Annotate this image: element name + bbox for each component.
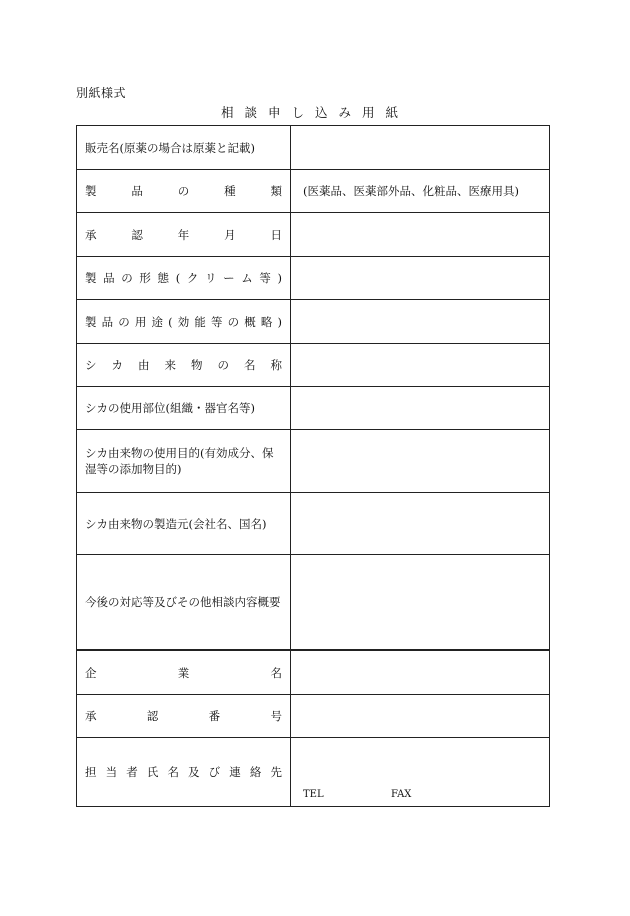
field-deer-manufacturer[interactable] [291, 493, 549, 554]
form-title: 相談申し込み用紙 [220, 105, 409, 120]
label-deer-material-name: シカ由来物の名称 [77, 344, 291, 386]
form-id: 別紙様式 [76, 86, 127, 100]
label-company-name: 企業名 [77, 651, 291, 694]
label-deer-purpose: シカ由来物の使用目的(有効成分、保湿等の添加物目的) [77, 430, 291, 492]
row-product-name [77, 126, 549, 170]
label-approval-number: 承認番号 [77, 695, 291, 737]
label-contact-person: 担当者氏名及び連絡先 [77, 738, 291, 806]
row-deer-purpose [77, 430, 549, 493]
row-deer-manufacturer [77, 493, 549, 555]
row-product-use [77, 300, 549, 344]
field-deer-purpose[interactable] [291, 430, 549, 492]
field-company-name[interactable] [291, 651, 549, 694]
field-approval-number[interactable] [291, 695, 549, 737]
field-product-form[interactable] [291, 257, 549, 299]
row-deer-material-name [77, 344, 549, 387]
label-deer-part: シカの使用部位(組織・器官名等) [77, 387, 291, 429]
label-product-name: 販売名(原薬の場合は原薬と記載) [77, 126, 291, 169]
row-contact-person [77, 738, 549, 806]
field-product-type[interactable]: (医薬品、医薬部外品、化粧品、医療用具) [303, 184, 519, 198]
label-deer-manufacturer: シカ由来物の製造元(会社名、国名) [77, 493, 291, 554]
field-product-use[interactable] [291, 300, 549, 343]
label-approval-date: 承認年月日 [77, 213, 291, 256]
label-consultation-summary: 今後の対応等及びその他相談内容概要 [77, 555, 291, 649]
row-consultation-summary [77, 555, 549, 651]
row-product-type [77, 170, 549, 213]
row-deer-part [77, 387, 549, 430]
label-product-type: 製品の種類 [77, 170, 291, 212]
field-consultation-summary[interactable] [291, 555, 549, 649]
row-approval-date [77, 213, 549, 257]
row-product-form [77, 257, 549, 300]
field-approval-date[interactable] [291, 213, 549, 256]
tel-label: TEL [303, 789, 324, 800]
field-deer-part[interactable] [291, 387, 549, 429]
label-product-form: 製品の形態(クリーム等) [77, 257, 291, 299]
row-approval-number [77, 695, 549, 738]
fax-label: FAX [391, 789, 412, 800]
field-contact-person[interactable] [291, 738, 549, 806]
field-deer-material-name[interactable] [291, 344, 549, 386]
field-product-name[interactable] [291, 126, 549, 169]
label-product-use: 製品の用途(効能等の概略) [77, 300, 291, 343]
application-form-table [76, 125, 550, 807]
row-company-name [77, 651, 549, 695]
